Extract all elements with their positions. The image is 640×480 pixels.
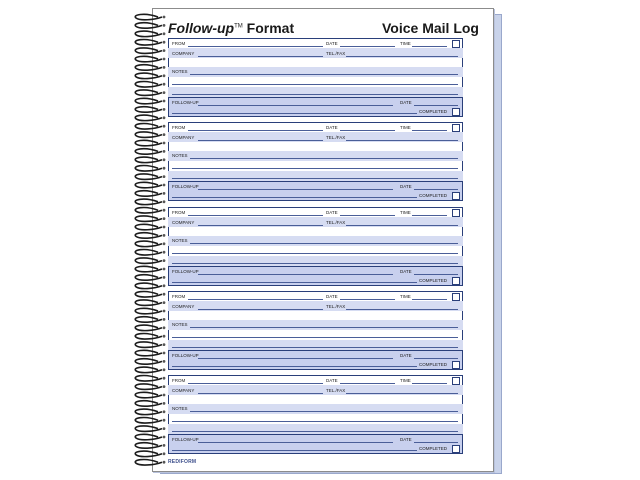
notes-line[interactable] — [172, 263, 458, 264]
date-line[interactable] — [340, 46, 395, 47]
time-label: TIME — [400, 294, 411, 299]
punch-hole — [163, 158, 166, 161]
notes-row-band — [168, 171, 463, 181]
follow-up-line-2[interactable] — [172, 113, 417, 114]
follow-up-line-2[interactable] — [172, 450, 417, 451]
spiral-coil — [135, 182, 162, 187]
from-label: FROM — [172, 294, 186, 299]
notes-line[interactable] — [172, 94, 458, 95]
punch-hole — [163, 410, 166, 413]
punch-hole — [163, 133, 166, 136]
from-line[interactable] — [188, 383, 323, 384]
notes-label: NOTES — [172, 153, 188, 158]
spiral-coil — [135, 115, 162, 120]
from-label: FROM — [172, 125, 186, 130]
follow-up-label: FOLLOW-UP — [172, 437, 199, 442]
follow-up-date-label: DATE — [400, 184, 412, 189]
notes-line[interactable] — [190, 74, 458, 75]
log-title: Voice Mail Log — [382, 20, 479, 36]
spiral-coil — [135, 409, 162, 414]
punch-hole — [163, 251, 166, 254]
company-label: COMPANY — [172, 51, 195, 56]
telfax-line[interactable] — [346, 309, 458, 310]
notes-line[interactable] — [190, 158, 458, 159]
spiral-coil — [135, 308, 162, 313]
follow-up-date-label: DATE — [400, 353, 412, 358]
voice-mail-entry — [168, 291, 463, 370]
time-line[interactable] — [412, 383, 447, 384]
spiral-coil — [135, 359, 162, 364]
telfax-line[interactable] — [346, 56, 458, 57]
spiral-coil — [135, 258, 162, 263]
punch-hole — [163, 284, 166, 287]
completed-checkbox[interactable] — [452, 361, 460, 369]
follow-up-date-line[interactable] — [414, 189, 458, 190]
notes-line[interactable] — [172, 168, 458, 169]
notes-label: NOTES — [172, 69, 188, 74]
punch-hole — [163, 259, 166, 262]
punch-hole — [163, 310, 166, 313]
time-label: TIME — [400, 125, 411, 130]
from-line[interactable] — [188, 215, 323, 216]
punch-hole — [163, 452, 166, 455]
time-line[interactable] — [412, 299, 447, 300]
notes-row-band — [168, 340, 463, 350]
punch-hole — [163, 200, 166, 203]
completed-label: COMPLETED — [419, 109, 448, 114]
spiral-coil — [135, 40, 162, 45]
spiral-coil — [135, 292, 162, 297]
punch-hole — [163, 326, 166, 329]
footer-brand: REDIFORM — [168, 459, 197, 465]
spiral-coil — [135, 31, 162, 36]
spiral-coil — [135, 149, 162, 154]
punch-hole — [163, 217, 166, 220]
completed-checkbox[interactable] — [452, 277, 460, 285]
spiral-coil — [135, 82, 162, 87]
punch-hole — [163, 385, 166, 388]
date-line[interactable] — [340, 130, 395, 131]
punch-hole — [163, 125, 166, 128]
punch-hole — [163, 419, 166, 422]
punch-hole — [163, 184, 166, 187]
spiral-binding — [124, 8, 174, 470]
follow-up-section — [168, 266, 463, 286]
spiral-coil — [135, 208, 162, 213]
completed-label: COMPLETED — [419, 446, 448, 451]
follow-up-section — [168, 434, 463, 454]
spiral-coil — [135, 451, 162, 456]
spiral-coil — [135, 367, 162, 372]
date-label: DATE — [326, 125, 338, 130]
time-checkbox[interactable] — [452, 293, 460, 301]
company-line[interactable] — [198, 309, 323, 310]
notes-line[interactable] — [172, 347, 458, 348]
time-line[interactable] — [412, 130, 447, 131]
telfax-label: TEL./FAX — [326, 220, 346, 225]
punch-hole — [163, 91, 166, 94]
punch-hole — [163, 343, 166, 346]
notes-line[interactable] — [190, 243, 458, 244]
notes-label: NOTES — [172, 406, 188, 411]
punch-hole — [163, 49, 166, 52]
telfax-line[interactable] — [346, 225, 458, 226]
follow-up-line-2[interactable] — [172, 366, 417, 367]
follow-up-line-2[interactable] — [172, 197, 417, 198]
punch-hole — [163, 167, 166, 170]
completed-checkbox[interactable] — [452, 445, 460, 453]
spiral-coil — [135, 132, 162, 137]
spiral-coil — [135, 48, 162, 53]
company-label: COMPANY — [172, 388, 195, 393]
spiral-coil — [135, 73, 162, 78]
completed-checkbox[interactable] — [452, 108, 460, 116]
spiral-coil — [135, 443, 162, 448]
notes-line[interactable] — [172, 84, 458, 85]
follow-up-label: FOLLOW-UP — [172, 269, 199, 274]
spiral-coil — [135, 376, 162, 381]
company-label: COMPANY — [172, 220, 195, 225]
follow-up-line[interactable] — [198, 189, 393, 190]
notes-line[interactable] — [190, 411, 458, 412]
date-label: DATE — [326, 210, 338, 215]
notes-line[interactable] — [172, 178, 458, 179]
punch-hole — [163, 116, 166, 119]
spiral-coil — [135, 342, 162, 347]
spiral-coil — [135, 317, 162, 322]
punch-hole — [163, 293, 166, 296]
spiral-coil — [135, 166, 162, 171]
punch-hole — [163, 242, 166, 245]
punch-hole — [163, 377, 166, 380]
spiral-coil — [135, 140, 162, 145]
punch-hole — [163, 175, 166, 178]
date-line[interactable] — [340, 299, 395, 300]
spiral-coil — [135, 107, 162, 112]
punch-hole — [163, 74, 166, 77]
spiral-coil — [135, 401, 162, 406]
follow-up-date-label: DATE — [400, 437, 412, 442]
spiral-coil — [135, 124, 162, 129]
punch-hole — [163, 461, 166, 464]
spiral-coil — [135, 216, 162, 221]
punch-hole — [163, 16, 166, 19]
spiral-coil — [135, 98, 162, 103]
telfax-label: TEL./FAX — [326, 388, 346, 393]
completed-label: COMPLETED — [419, 193, 448, 198]
spiral-coil — [135, 233, 162, 238]
notes-line[interactable] — [172, 431, 458, 432]
from-label: FROM — [172, 378, 186, 383]
follow-up-label: FOLLOW-UP — [172, 353, 199, 358]
spiral-coil — [135, 241, 162, 246]
spiral-coil — [135, 65, 162, 70]
company-label: COMPANY — [172, 304, 195, 309]
spiral-coil — [135, 14, 162, 19]
notes-row-band — [168, 404, 463, 414]
telfax-label: TEL./FAX — [326, 135, 346, 140]
punch-hole — [163, 209, 166, 212]
spiral-coil — [135, 174, 162, 179]
spiral-coil — [135, 392, 162, 397]
punch-hole — [163, 276, 166, 279]
date-label: DATE — [326, 294, 338, 299]
spiral-coil — [135, 300, 162, 305]
punch-hole — [163, 234, 166, 237]
voice-mail-entry — [168, 207, 463, 286]
notes-row-band — [168, 67, 463, 77]
follow-up-line[interactable] — [198, 105, 393, 106]
company-line[interactable] — [198, 56, 323, 57]
follow-up-date-line[interactable] — [414, 358, 458, 359]
notes-row-band — [168, 256, 463, 266]
punch-hole — [163, 301, 166, 304]
follow-up-date-line[interactable] — [414, 442, 458, 443]
punch-hole — [163, 360, 166, 363]
punch-hole — [163, 318, 166, 321]
follow-up-section — [168, 97, 463, 117]
notes-row-band — [168, 87, 463, 97]
punch-hole — [163, 226, 166, 229]
spiral-coil — [135, 418, 162, 423]
follow-up-date-label: DATE — [400, 100, 412, 105]
from-line[interactable] — [188, 299, 323, 300]
punch-hole — [163, 192, 166, 195]
spiral-coil — [135, 191, 162, 196]
punch-hole — [163, 150, 166, 153]
spiral-coil — [135, 275, 162, 280]
follow-up-label: FOLLOW-UP — [172, 184, 199, 189]
telfax-line[interactable] — [346, 140, 458, 141]
punch-hole — [163, 444, 166, 447]
completed-checkbox[interactable] — [452, 192, 460, 200]
spiral-coil — [135, 460, 162, 465]
follow-up-line[interactable] — [198, 442, 393, 443]
trademark-mark: TM — [234, 23, 243, 30]
punch-hole — [163, 41, 166, 44]
follow-up-line[interactable] — [198, 358, 393, 359]
time-checkbox[interactable] — [452, 124, 460, 132]
spiral-coil — [135, 426, 162, 431]
date-label: DATE — [326, 41, 338, 46]
punch-hole — [163, 402, 166, 405]
notes-row-band — [168, 320, 463, 330]
spiral-coil — [135, 283, 162, 288]
telfax-label: TEL./FAX — [326, 51, 346, 56]
notes-label: NOTES — [172, 238, 188, 243]
from-line[interactable] — [188, 46, 323, 47]
punch-hole — [163, 352, 166, 355]
spiral-coil — [135, 90, 162, 95]
notes-line[interactable] — [172, 253, 458, 254]
notes-row-band — [168, 236, 463, 246]
time-checkbox[interactable] — [452, 377, 460, 385]
punch-hole — [163, 100, 166, 103]
follow-up-section — [168, 350, 463, 370]
notes-label: NOTES — [172, 322, 188, 327]
follow-up-wordmark: Follow-up — [168, 20, 235, 36]
follow-up-line[interactable] — [198, 274, 393, 275]
spiral-coil — [135, 434, 162, 439]
punch-hole — [163, 436, 166, 439]
notes-line[interactable] — [190, 327, 458, 328]
punch-hole — [163, 58, 166, 61]
follow-up-date-label: DATE — [400, 269, 412, 274]
spiral-coil — [135, 56, 162, 61]
from-label: FROM — [172, 41, 186, 46]
spiral-coil — [135, 157, 162, 162]
spiral-coil — [135, 224, 162, 229]
punch-hole — [163, 268, 166, 271]
punch-hole — [163, 142, 166, 145]
time-label: TIME — [400, 210, 411, 215]
spiral-coil — [135, 384, 162, 389]
format-title — [168, 20, 294, 36]
time-line[interactable] — [412, 46, 447, 47]
punch-hole — [163, 368, 166, 371]
from-line[interactable] — [188, 130, 323, 131]
spiral-coil — [135, 334, 162, 339]
notes-row-band — [168, 424, 463, 434]
follow-up-date-line[interactable] — [414, 105, 458, 106]
follow-up-date-line[interactable] — [414, 274, 458, 275]
voice-mail-entry — [168, 375, 463, 454]
follow-up-label: FOLLOW-UP — [172, 100, 199, 105]
telfax-label: TEL./FAX — [326, 304, 346, 309]
from-label: FROM — [172, 210, 186, 215]
notes-row-band — [168, 151, 463, 161]
punch-hole — [163, 427, 166, 430]
notes-line[interactable] — [172, 337, 458, 338]
spiral-coil — [135, 325, 162, 330]
spiral-coil — [135, 23, 162, 28]
time-label: TIME — [400, 41, 411, 46]
follow-up-section — [168, 181, 463, 201]
spiral-coil — [135, 250, 162, 255]
time-checkbox[interactable] — [452, 40, 460, 48]
punch-hole — [163, 32, 166, 35]
telfax-line[interactable] — [346, 393, 458, 394]
company-label: COMPANY — [172, 135, 195, 140]
punch-hole — [163, 83, 166, 86]
follow-up-line-2[interactable] — [172, 282, 417, 283]
spiral-coil — [135, 266, 162, 271]
date-line[interactable] — [340, 215, 395, 216]
spiral-coil — [135, 199, 162, 204]
notes-line[interactable] — [172, 421, 458, 422]
time-line[interactable] — [412, 215, 447, 216]
date-label: DATE — [326, 378, 338, 383]
voice-mail-entry — [168, 38, 463, 117]
punch-hole — [163, 394, 166, 397]
completed-label: COMPLETED — [419, 278, 448, 283]
time-label: TIME — [400, 378, 411, 383]
completed-label: COMPLETED — [419, 362, 448, 367]
time-checkbox[interactable] — [452, 209, 460, 217]
punch-hole — [163, 66, 166, 69]
voice-mail-entry — [168, 122, 463, 201]
punch-hole — [163, 24, 166, 27]
date-line[interactable] — [340, 383, 395, 384]
punch-hole — [163, 108, 166, 111]
company-line[interactable] — [198, 225, 323, 226]
company-line[interactable] — [198, 393, 323, 394]
format-word: Format — [242, 20, 295, 36]
punch-hole — [163, 335, 166, 338]
company-line[interactable] — [198, 140, 323, 141]
spiral-coil — [135, 350, 162, 355]
